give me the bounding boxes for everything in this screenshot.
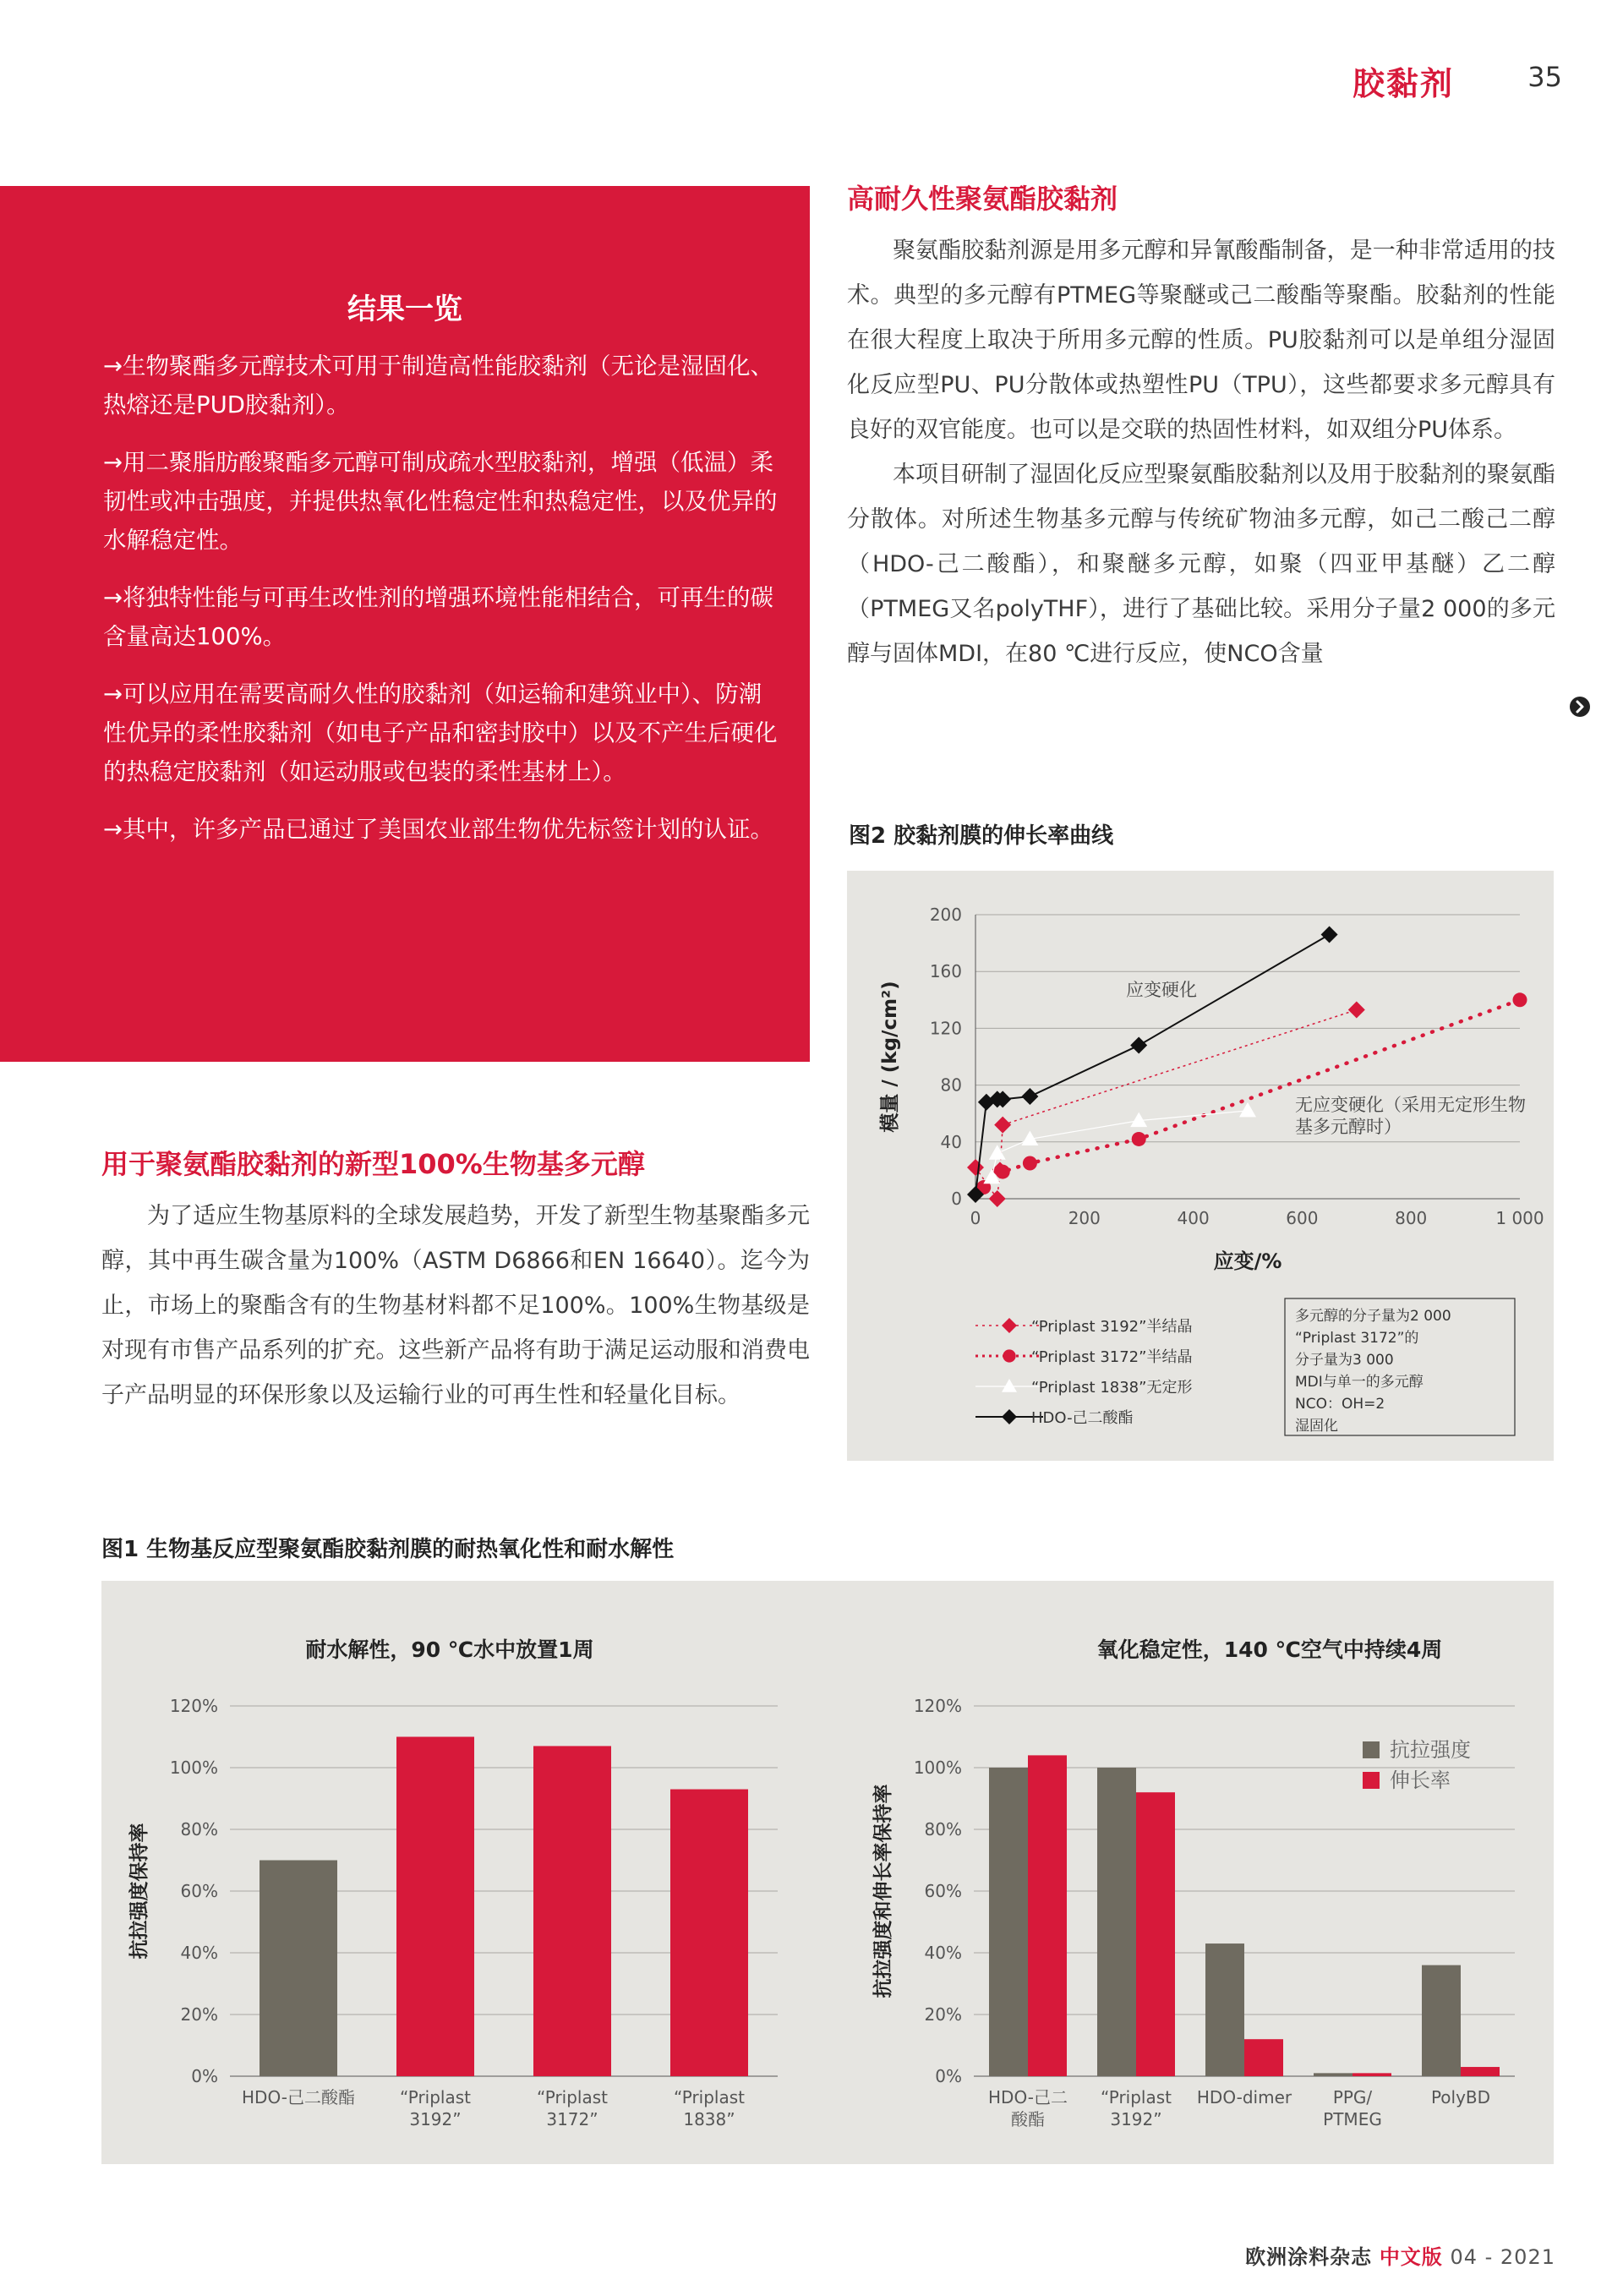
x-tick-label: “Priplast 3172” (536, 2087, 609, 2129)
footer (1245, 2240, 1555, 2270)
bar-elongation (1352, 2073, 1391, 2076)
data-point-triangle (989, 1145, 1006, 1160)
legend-item (975, 1409, 1134, 1427)
y-tick-label: 80 (940, 1074, 962, 1096)
data-point-diamond (1002, 1318, 1017, 1333)
bar-elongation (1461, 2067, 1500, 2076)
bar (260, 1861, 337, 2077)
data-point-diamond (989, 1190, 1006, 1207)
annotation-strain-hardening: 应变硬化 (1126, 980, 1197, 1000)
data-point-diamond (1348, 1002, 1365, 1019)
edition: 中文版 (1379, 2245, 1443, 2269)
y-axis-label: 抗拉强度和伸长率保持率 (872, 1784, 894, 1998)
legend-label: “Priplast 3192”半结晶 (1031, 1318, 1193, 1336)
summary-list (103, 347, 779, 867)
legend-item (975, 1379, 1192, 1397)
x-tick-label: 800 (1395, 1208, 1428, 1228)
y-tick-label: 0% (191, 2066, 218, 2086)
y-tick-label: 120% (913, 1696, 962, 1716)
y-tick-label: 0% (935, 2066, 962, 2086)
y-tick-label: 120 (929, 1018, 962, 1039)
y-tick-label: 120% (169, 1696, 218, 1716)
y-tick-label: 20% (924, 2004, 962, 2025)
data-point-circle (1003, 1349, 1015, 1362)
y-tick-label: 80% (180, 1819, 218, 1840)
left-article (101, 1143, 810, 1418)
x-tick-label: HDO-dimer (1196, 2087, 1292, 2107)
x-tick-label: HDO-己二酸酯 (988, 2087, 1068, 2129)
summary-box (0, 186, 810, 1062)
legend-swatch (1363, 1741, 1380, 1758)
data-point-diamond (1321, 927, 1338, 943)
magazine-name: 欧洲涂料杂志 (1245, 2245, 1373, 2269)
data-point-diamond (1130, 1037, 1147, 1054)
figure2-caption: 图2 胶黏剂膜的伸长率曲线 (849, 823, 1114, 849)
data-point-circle (1023, 1156, 1037, 1171)
legend-label: HDO-己二酸酯 (1031, 1409, 1134, 1427)
x-tick-label: “Priplast 3192” (399, 2087, 472, 2129)
page-number: 35 (1527, 61, 1562, 93)
data-point-circle (1132, 1132, 1146, 1146)
series-circle (976, 992, 1527, 1194)
data-point-triangle (1002, 1379, 1017, 1392)
bar-tensile (1097, 1768, 1136, 2076)
bar-tensile (1422, 1965, 1461, 2076)
x-tick-label: HDO-己二酸酯 (242, 2087, 355, 2107)
series-line (975, 935, 1330, 1194)
legend-label: “Priplast 3172”半结晶 (1031, 1348, 1193, 1366)
summary-title: 结果一览 (347, 292, 462, 326)
bar-elongation (1136, 1792, 1175, 2076)
bar-tensile (989, 1768, 1028, 2076)
bar (670, 1790, 748, 2076)
y-tick-label: 200 (929, 905, 962, 925)
legend-label: 抗拉强度 (1390, 1738, 1471, 1762)
data-point-diamond (967, 1159, 984, 1176)
y-axis-label: 抗拉强度保持率 (128, 1823, 150, 1960)
figure2-panel (847, 871, 1554, 1461)
y-tick-label: 40% (924, 1943, 962, 1963)
summary-item: →将独特性能与可再生改性剂的增强环境性能相结合，可再生的碳含量高达100%。 (103, 584, 774, 650)
y-tick-label: 100% (169, 1758, 218, 1778)
data-point-circle (996, 1165, 1010, 1179)
data-point-triangle (1239, 1102, 1256, 1118)
elongation-chart (847, 871, 1554, 1461)
section-title: 高耐久性聚氨酯胶黏剂 (847, 183, 1118, 215)
x-tick-label: 200 (1068, 1208, 1101, 1228)
x-tick-label: 600 (1286, 1208, 1319, 1228)
data-point-triangle (1130, 1112, 1147, 1128)
issue: 04 - 2021 (1450, 2245, 1555, 2269)
annotation-no-strain-hardening: 无应变硬化（采用无定形生物基多元醇时） (1295, 1095, 1526, 1137)
note-text: 多元醇的分子量为2 000 “Priplast 3172”的分子量为3 000 MDI与单一的多元醇 NCO：OH=2 湿固化 (1295, 1308, 1451, 1435)
y-tick-label: 40% (180, 1943, 218, 1963)
y-tick-label: 100% (913, 1758, 962, 1778)
x-tick-label: PolyBD (1430, 2087, 1491, 2107)
summary-item: →生物聚酯多元醇技术可用于制造高性能胶黏剂（无论是湿固化、热熔还是PUD胶黏剂）。 (103, 353, 774, 418)
chart-title: 氧化稳定性，140 ℃空气中持续4周 (1096, 1637, 1443, 1662)
data-point-diamond (994, 1117, 1011, 1134)
bar-tensile (1314, 2073, 1352, 2076)
data-point-diamond (1021, 1088, 1038, 1105)
series-diamond (967, 927, 1338, 1203)
bar-tensile (1205, 1943, 1244, 2076)
legend-swatch (1363, 1772, 1380, 1789)
bar (396, 1737, 474, 2077)
next-arrow-icon[interactable] (1569, 696, 1591, 718)
paragraph: 聚氨酯胶黏剂源是用多元醇和异氰酸酯制备，是一种非常适用的技术。典型的多元醇有PTMEG等聚醚或己二酸酯等聚酯。胶黏剂的性能在很大程度上取决于所用多元醇的性质。PU胶黏剂可以是单组分湿固化反应型PU、PU分散体或热塑性PU（TPU），这些都要求多元醇具有良好的双官能度。也可以是交联的热固性材料，如双组分PU体系。 (847, 238, 1555, 443)
x-axis-label: 应变/% (1213, 1249, 1282, 1273)
retention-charts (101, 1581, 1554, 2164)
y-tick-label: 0 (951, 1189, 962, 1209)
bar-elongation (1028, 1755, 1067, 2076)
paragraph: 为了适应生物基原料的全球发展趋势，开发了新型生物基聚酯多元醇，其中再生碳含量为100%（ASTM D6866和EN 16640）。迄今为止，市场上的聚酯含有的生物基材料都不足100%。100%生物基级是对现有市售产品系列的扩充。这些新产品将有助于满足运动服和消费电子产品明显的环保形象以及运输行业的可再生性和轻量化目标。 (101, 1203, 810, 1408)
legend-item (975, 1348, 1192, 1366)
paragraph: 本项目研制了湿固化反应型聚氨酯胶黏剂以及用于胶黏剂的聚氨酯分散体。对所述生物基多元醇与传统矿物油多元醇，如己二酸己二醇（HDO-己二酸酯），和聚醚多元醇，如聚（四亚甲基醚）乙二醇（PTMEG又名polyTHF），进行了基础比较。采用分子量2 000的多元醇与固体MDI，在80 ℃进行反应，使NCO含量 (847, 462, 1555, 667)
y-tick-label: 60% (180, 1881, 218, 1901)
chart-title: 耐水解性，90 ℃水中放置1周 (305, 1637, 594, 1662)
summary-item: →其中，许多产品已通过了美国农业部生物优先标签计划的认证。 (103, 816, 774, 843)
summary-item: →可以应用在需要高耐久性的胶黏剂（如运输和建筑业中）、防潮性优异的柔性胶黏剂（如电子产品和密封胶中）以及不产生后硬化的热稳定胶黏剂（如运动服或包装的柔性基材上）。 (103, 681, 778, 785)
y-tick-label: 160 (929, 961, 962, 982)
data-point-diamond (1002, 1409, 1017, 1424)
x-tick-label: 0 (970, 1208, 981, 1228)
bar (533, 1746, 611, 2076)
legend-label: “Priplast 1838”无定形 (1031, 1379, 1193, 1397)
x-tick-label: “Priplast 1838” (673, 2087, 746, 2129)
x-tick-label: PPG/ PTMEG (1323, 2087, 1382, 2129)
y-tick-label: 60% (924, 1881, 962, 1901)
section-name: 胶黏剂 (1352, 65, 1454, 102)
x-tick-label: “Priplast 3192” (1100, 2087, 1172, 2129)
summary-item: →用二聚脂肪酸聚酯多元醇可制成疏水型胶黏剂，增强（低温）柔韧性或冲击强度，并提供热氧化性稳定性和热稳定性，以及优异的水解稳定性。 (103, 449, 778, 554)
figure1-panel (101, 1581, 1554, 2164)
series-triangle (983, 1102, 1256, 1184)
bar-elongation (1244, 2039, 1283, 2076)
section-title: 用于聚氨酯胶黏剂的新型100%生物基多元醇 (101, 1148, 645, 1180)
legend-label: 伸长率 (1390, 1768, 1451, 1792)
y-axis-label: 模量 / (kg/cm²) (879, 981, 901, 1133)
x-tick-label: 400 (1177, 1208, 1210, 1228)
figure1-caption: 图1 生物基反应型聚氨酯胶黏剂膜的耐热氧化性和耐水解性 (101, 1537, 675, 1562)
right-article (847, 178, 1555, 676)
y-tick-label: 20% (180, 2004, 218, 2025)
data-point-circle (1513, 992, 1527, 1007)
y-tick-label: 40 (940, 1131, 962, 1152)
y-tick-label: 80% (924, 1819, 962, 1840)
x-tick-label: 1 000 (1495, 1208, 1544, 1228)
legend-item (975, 1318, 1192, 1336)
